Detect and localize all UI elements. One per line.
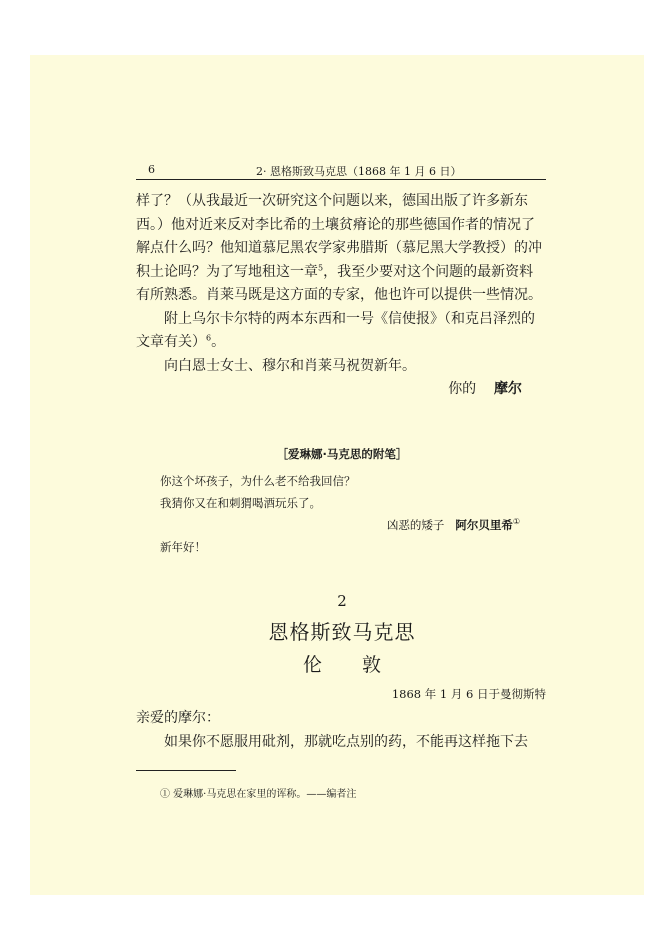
letter-opening: [136, 707, 548, 754]
salutation: 亲爱的摩尔：: [136, 710, 220, 726]
newyear: 新年好！: [160, 540, 206, 554]
closing: 你的 摩尔: [448, 381, 522, 397]
body-line: 解点什么吗？他知道慕尼黑农学家弗腊斯（慕尼黑大学教授）的冲: [136, 240, 542, 256]
annex-signature: 凶恶的矮子 阿尔贝里希①: [386, 517, 520, 532]
letter-number: 2: [337, 592, 347, 610]
body-line: 如果你不愿服用砒剂，那就吃点别的药，不能再这样拖下去: [164, 733, 528, 750]
body-line: 有所熟悉。肖莱马既是这方面的专家，他也许可以提供一些情况。: [136, 287, 542, 303]
letter-place: 伦 敦: [302, 654, 382, 676]
footnote-ref[interactable]: 5: [318, 262, 324, 272]
running-title: 2· 恩格斯致马克思（1868 年 1 月 6 日）: [256, 165, 462, 178]
footnote-divider: [136, 770, 236, 771]
annex-title: ［爱琳娜·马克思的附笔］: [276, 447, 408, 461]
body-line: 文章有关）$^6$。: [136, 333, 226, 350]
letter-title: 恩格斯致马克思: [268, 620, 416, 644]
annex-line: 我猜你又在和刺猬喝酒玩乐了。: [160, 496, 321, 510]
letter-date: 1868 年 1 月 6 日于曼彻斯特: [391, 687, 546, 701]
body-line: 积土论吗？为了写地租这一章$^5$，我至少要对这个问题的最新资料: [136, 262, 534, 280]
body-line: 附上乌尔卡尔特的两本东西和一号《信使报》（和克吕泽烈的: [164, 310, 535, 327]
body-line: 样了？（从我最近一次研究这个问题以来，德国出版了许多新东: [136, 193, 528, 209]
signature: 摩尔: [494, 381, 522, 397]
page-number: 6: [148, 163, 155, 176]
body-line: 西。）他对近来反对李比希的土壤贫瘠论的那些德国作者的情况了: [136, 216, 535, 233]
letter-body: [136, 190, 548, 402]
running-header: [136, 157, 546, 180]
footnote: ① 爱琳娜·马克思在家里的诨称。——编者注: [160, 789, 357, 800]
footnote-ref[interactable]: 6: [206, 333, 212, 343]
annex-line: 你这个坏孩子，为什么老不给我回信？: [160, 474, 356, 488]
annex: [160, 470, 548, 558]
body-line: 向白恩士女士、穆尔和肖莱马祝贺新年。: [164, 357, 416, 374]
